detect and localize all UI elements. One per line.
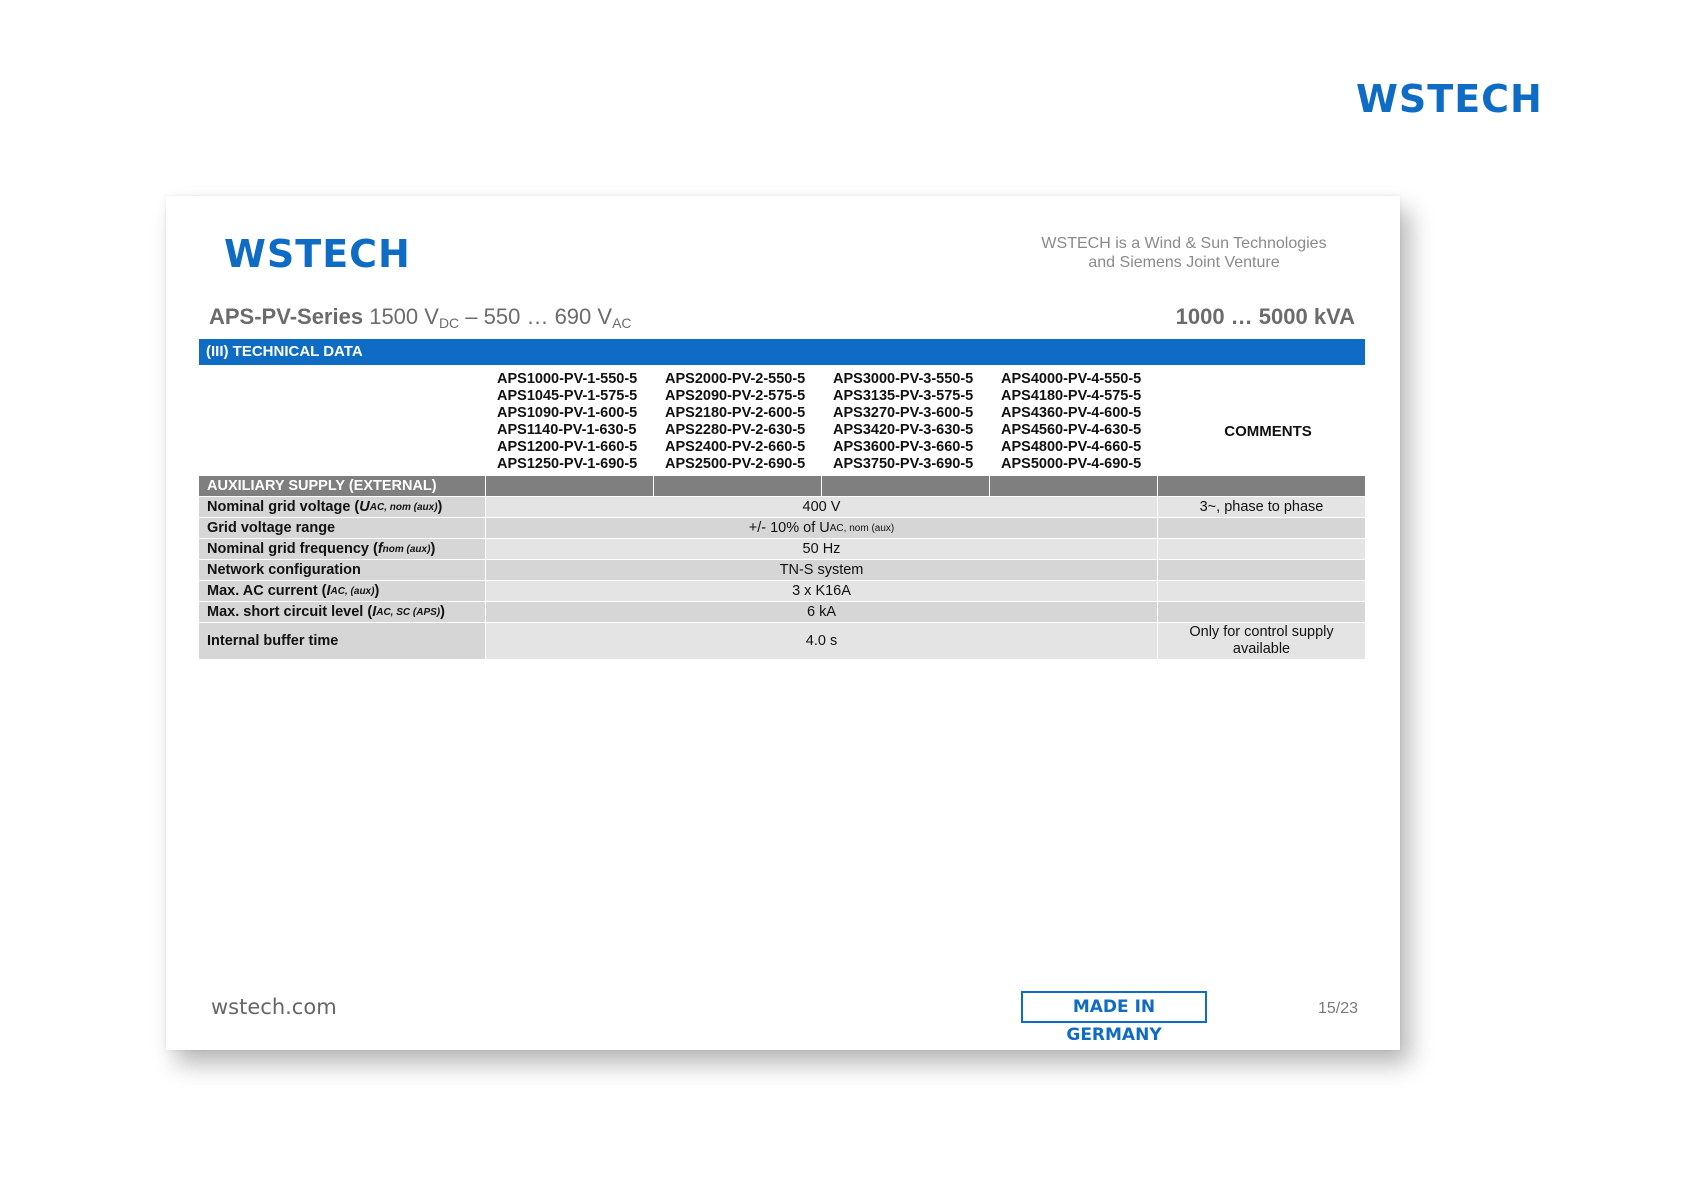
value-text: +/- 10% of U [748,520,830,536]
model-name: APS2090-PV-2-575-5 [665,388,806,404]
joint-venture-note [1024,234,1344,272]
label-text: Nominal grid voltage ( [207,499,360,515]
footer-website: wstech.com [211,995,337,1019]
row-comment [1158,518,1365,538]
row-value: 6 kA [486,602,1157,622]
model-column-4 [1001,371,1169,473]
row-comment [1158,560,1365,580]
model-name: APS1090-PV-1-600-5 [497,405,638,421]
row-label: Internal buffer time [199,623,485,659]
comment-line-1: Only for control supply [1189,624,1334,640]
column-divider [653,476,654,496]
model-name: APS3600-PV-3-660-5 [833,439,974,455]
model-name: APS1045-PV-1-575-5 [497,388,638,404]
document-slide [166,196,1400,1050]
label-subscript: AC, nom (aux) [369,501,438,513]
row-value: TN-S system [486,560,1157,580]
model-column-2 [665,371,833,473]
comments-header: COMMENTS [1224,423,1312,440]
table-row [199,623,1365,659]
label-text: Nominal grid frequency ( [207,541,378,557]
series-title [209,304,632,331]
model-name: APS4560-PV-4-630-5 [1001,422,1142,438]
model-name: APS1140-PV-1-630-5 [497,422,637,438]
table-row [199,602,1365,622]
label-symbol: f [377,541,383,557]
model-name: APS5000-PV-4-690-5 [1001,456,1142,472]
model-name: APS4180-PV-4-575-5 [1001,388,1142,404]
label-text: Max. AC current ( [207,583,327,599]
series-ac-sub: AC [612,315,632,331]
series-dc-voltage: 1500 V [369,304,439,329]
model-column-1 [497,371,665,473]
row-value: 3 x K16A [486,581,1157,601]
model-name: APS2180-PV-2-600-5 [665,405,806,421]
row-comment: 3~, phase to phase [1158,497,1365,517]
row-label: Network configuration [199,560,485,580]
model-name: APS3000-PV-3-550-5 [833,371,974,387]
column-divider [989,476,990,496]
row-label [199,539,485,559]
column-divider [1157,476,1158,496]
model-name: APS4360-PV-4-600-5 [1001,405,1142,421]
model-name: APS1200-PV-1-660-5 [497,439,638,455]
row-value: 4.0 s [486,623,1157,659]
model-name: APS4800-PV-4-660-5 [1001,439,1142,455]
series-ac-range: – 550 … 690 V [459,304,613,329]
group-header-row [199,476,1365,496]
table-row [199,497,1365,517]
kva-range: 1000 … 5000 kVA [1175,304,1355,329]
series-name: APS-PV-Series [209,304,364,329]
model-name: APS1250-PV-1-690-5 [497,456,638,472]
label-end: ) [374,583,380,599]
label-end: ) [430,541,436,557]
table-row [199,539,1365,559]
model-name: APS3270-PV-3-600-5 [833,405,974,421]
row-label [199,497,485,517]
model-name: APS2280-PV-2-630-5 [665,422,806,438]
label-end: ) [440,604,445,620]
row-comment [1158,623,1365,659]
model-name: APS2000-PV-2-550-5 [665,371,806,387]
model-name: APS3750-PV-3-690-5 [833,456,974,472]
row-label [199,602,485,622]
jv-line-1: WSTECH is a Wind & Sun Technologies [1041,235,1327,252]
column-divider [821,476,822,496]
table-row [199,560,1365,580]
model-name: APS3420-PV-3-630-5 [833,422,974,438]
label-symbol: I [372,604,377,620]
row-value: 50 Hz [486,539,1157,559]
label-subscript: AC, SC (APS) [376,606,441,618]
label-subscript: AC, (aux) [330,585,375,597]
comment-line-2: available [1232,641,1291,657]
made-in-germany-badge: MADE IN GERMANY [1021,991,1207,1023]
label-symbol: I [326,583,331,599]
row-value: 400 V [486,497,1157,517]
row-label [199,581,485,601]
label-text: Max. short circuit level ( [207,604,373,620]
label-subscript: nom (aux) [382,543,431,555]
model-name: APS2400-PV-2-660-5 [665,439,806,455]
column-divider [485,476,486,496]
table-row [199,518,1365,538]
row-comment [1158,581,1365,601]
page-number: 15/23 [1317,1000,1358,1017]
jv-line-2: and Siemens Joint Venture [1088,254,1280,271]
top-logo: WSTECH [1356,77,1543,121]
row-label: Grid voltage range [199,518,485,538]
label-symbol: U [359,499,370,515]
series-dc-sub: DC [438,315,460,331]
row-value [486,518,1157,538]
label-end: ) [437,499,443,515]
model-name: APS4000-PV-4-550-5 [1001,371,1142,387]
row-comment [1158,602,1365,622]
model-name: APS2500-PV-2-690-5 [665,456,806,472]
section-title-bar: (III) TECHNICAL DATA [199,339,1365,365]
row-comment [1158,539,1365,559]
model-name: APS3135-PV-3-575-5 [833,388,974,404]
group-header-label: AUXILIARY SUPPLY (EXTERNAL) [207,478,437,494]
value-subscript: AC, nom (aux) [829,522,895,534]
table-row [199,581,1365,601]
model-name: APS1000-PV-1-550-5 [497,371,638,387]
slide-logo: WSTECH [224,232,411,276]
model-column-3 [833,371,1001,473]
